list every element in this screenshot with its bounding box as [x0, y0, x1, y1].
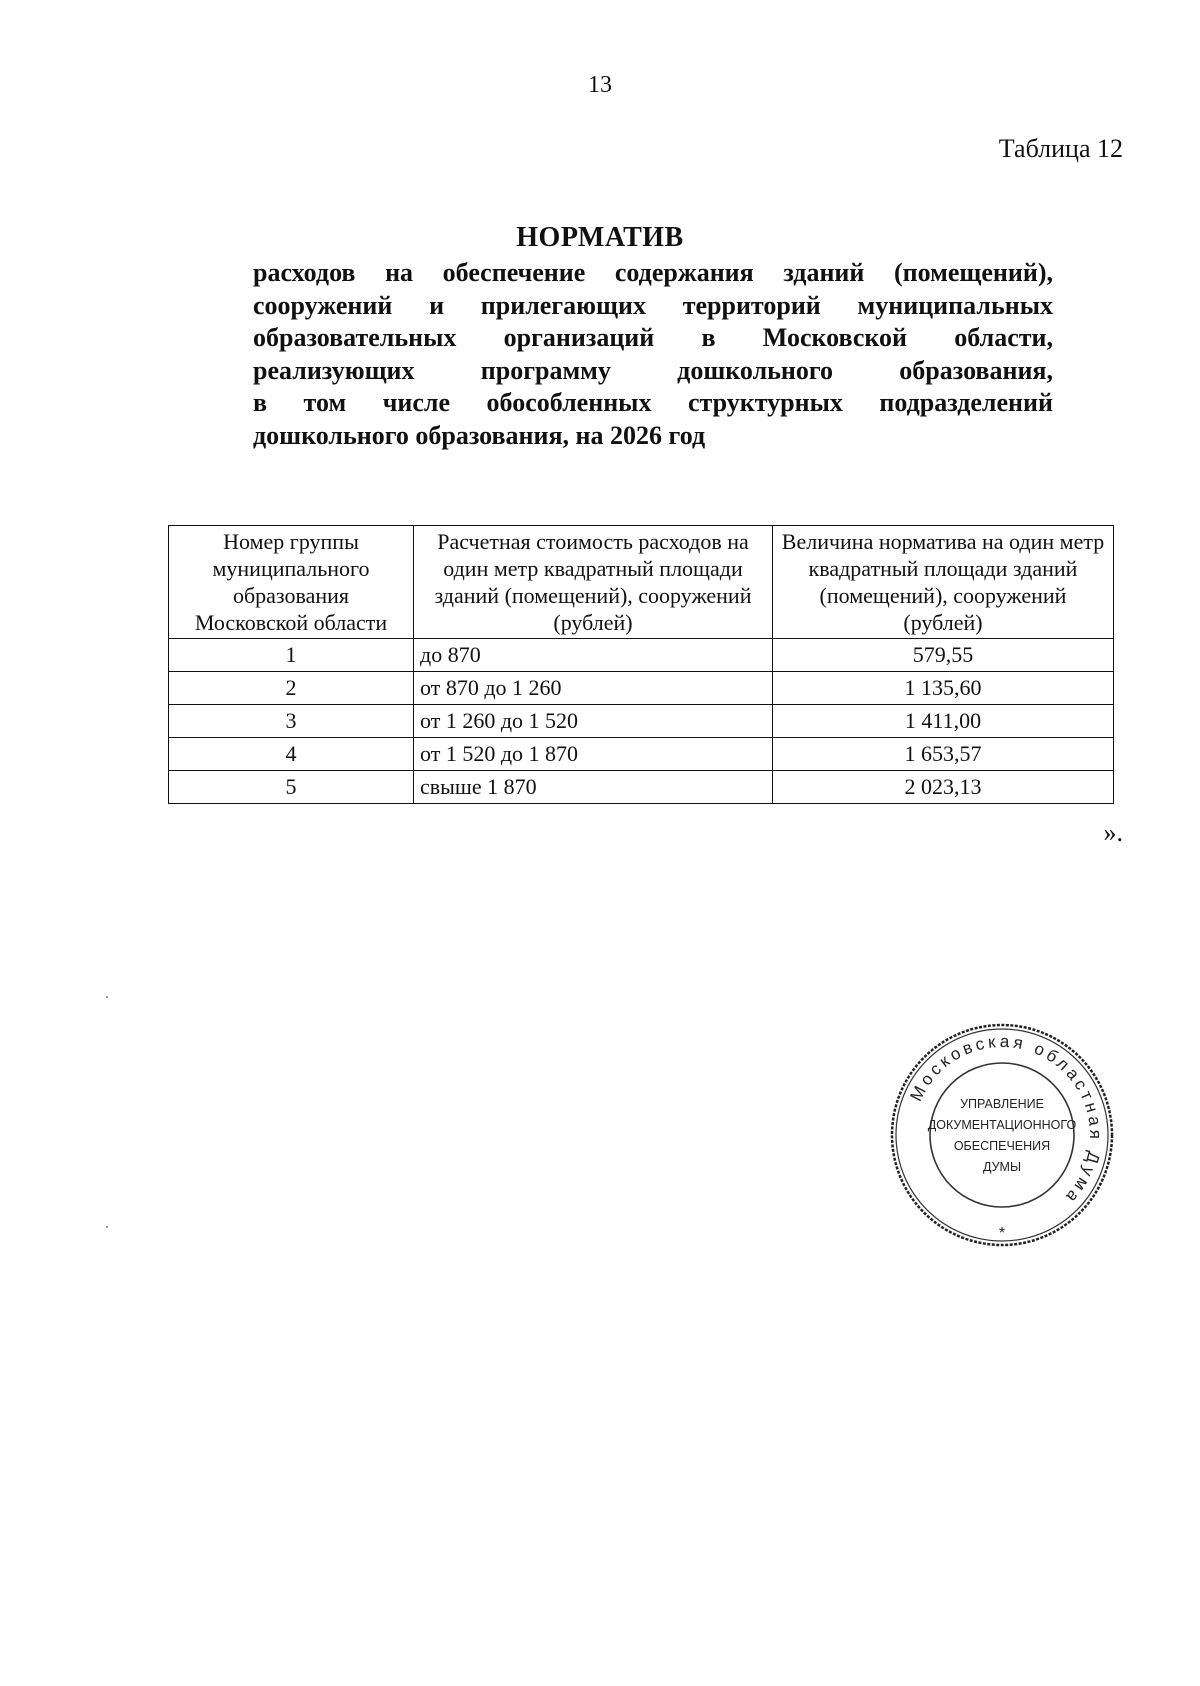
cell-group: 5 — [169, 771, 414, 804]
official-seal-stamp — [887, 1020, 1117, 1250]
table-row — [169, 705, 1114, 738]
cell-group: 3 — [169, 705, 414, 738]
table-row — [169, 672, 1114, 705]
norm-table — [168, 525, 1114, 804]
subtitle-line: расходов на обеспечение содержания зданий (помещений), — [253, 258, 1053, 287]
scan-speck — [106, 1226, 108, 1228]
table-header-row — [169, 526, 1114, 639]
seal-center-line: УПРАВЛЕНИЕ — [960, 1097, 1044, 1111]
seal-center-line: ДУМЫ — [982, 1160, 1022, 1174]
document-subtitle — [253, 257, 1053, 452]
closing-quote: ». — [1103, 818, 1123, 847]
table-row — [169, 639, 1114, 672]
cell-cost-range: от 1 520 до 1 870 — [414, 738, 773, 771]
seal-star-icon: * — [998, 1225, 1006, 1242]
table-row — [169, 738, 1114, 771]
cell-cost-range: от 870 до 1 260 — [414, 672, 773, 705]
header-norm-value: Величина норматива на один метр квадратный площади зданий (помещений), сооружений (рублей) — [773, 526, 1114, 639]
seal-center-line: ОБЕСПЕЧЕНИЯ — [953, 1139, 1051, 1153]
cell-group: 1 — [169, 639, 414, 672]
header-cost-range: Расчетная стоимость расходов на один метр квадратный площади зданий (помещений), сооружений (рублей) — [414, 526, 773, 639]
table-row — [169, 771, 1114, 804]
header-group-number: Номер группы муниципального образования Московской области — [169, 526, 414, 639]
subtitle-line: реализующих программу дошкольного образования, — [253, 355, 1053, 385]
cell-norm-value: 1 411,00 — [773, 705, 1114, 738]
scan-speck — [106, 996, 108, 998]
cell-cost-range: от 1 260 до 1 520 — [414, 705, 773, 738]
subtitle-line: дошкольного образования, на 2026 год — [253, 420, 706, 450]
subtitle-line: в том числе обособленных структурных подразделений — [253, 388, 1053, 417]
subtitle-line: сооружений и прилегающих территорий муниципальных — [253, 290, 1053, 320]
cell-norm-value: 579,55 — [773, 639, 1114, 672]
seal-ring-text: Московская областная Дума — [906, 1031, 1106, 1209]
subtitle-line: образовательных организаций в Московской области, — [253, 323, 1053, 352]
cell-group: 2 — [169, 672, 414, 705]
cell-norm-value: 1 135,60 — [773, 672, 1114, 705]
document-title: НОРМАТИВ — [516, 222, 684, 253]
seal-center-line: ДОКУМЕНТАЦИОННОГО — [927, 1118, 1077, 1132]
table-caption: Таблица 12 — [998, 134, 1123, 163]
cell-norm-value: 2 023,13 — [773, 771, 1114, 804]
page-number: 13 — [588, 72, 612, 98]
cell-group: 4 — [169, 738, 414, 771]
cell-norm-value: 1 653,57 — [773, 738, 1114, 771]
cell-cost-range: до 870 — [414, 639, 773, 672]
cell-cost-range: свыше 1 870 — [414, 771, 773, 804]
